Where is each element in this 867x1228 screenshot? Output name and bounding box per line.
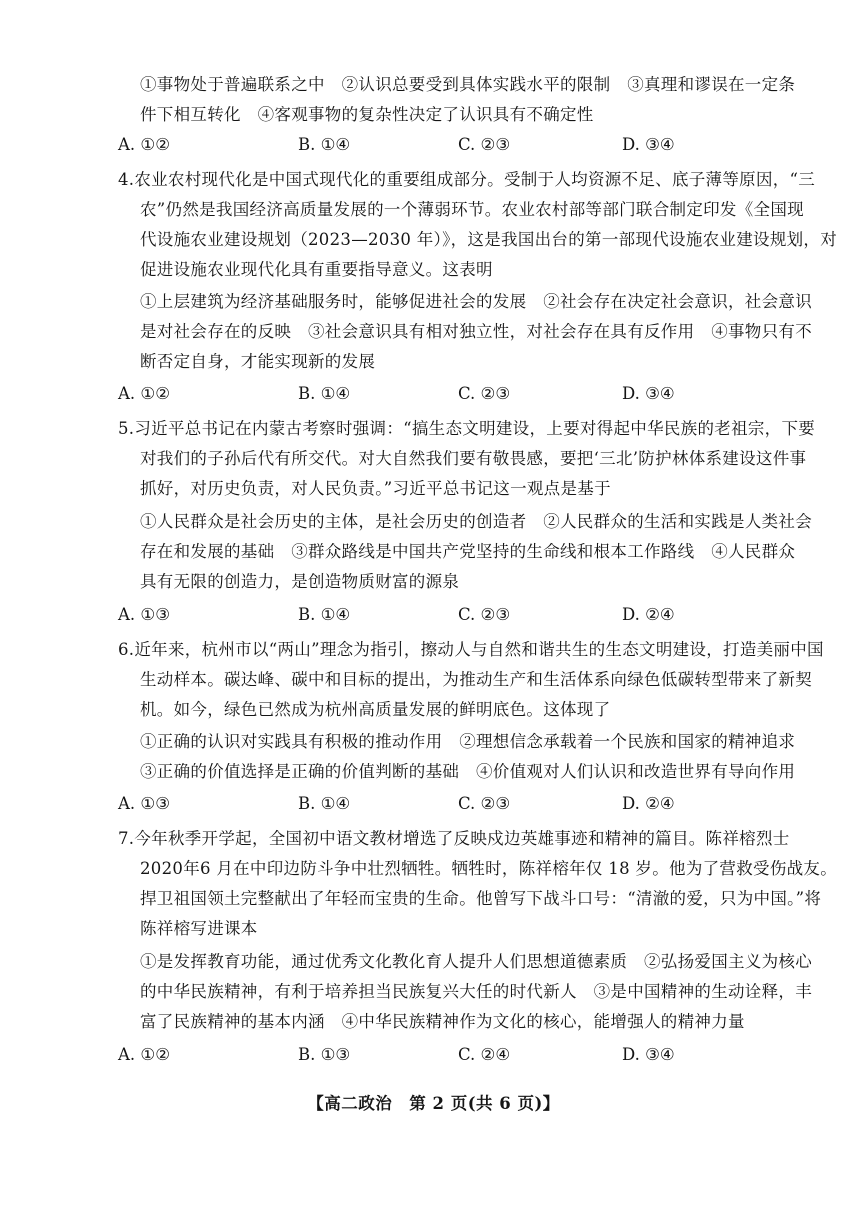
q7-stem-line-1: 7.今年秋季开学起，全国初中语文教材增选了反映戍边英雄事迹和精神的篇目。陈祥榕烈士: [118, 829, 790, 848]
q7-choice-d: D. ③④: [622, 1045, 675, 1064]
q7-choice-a: A. ①②: [118, 1045, 170, 1064]
q6-stem-line-3: 机。如今，绿色已然成为杭州高质量发展的鲜明底色。这体现了: [140, 700, 611, 719]
q7-choice-b: B. ①③: [298, 1045, 351, 1064]
q3-choice-c: C. ②③: [458, 135, 511, 154]
q4-stem-line-2: 农”仍然是我国经济高质量发展的一个薄弱环节。农业农村部等部门联合制定印发《全国现: [140, 200, 804, 219]
q3-choice-a: A. ①②: [118, 135, 170, 154]
q4-options-line-2: 是对社会存在的反映 ③社会意识具有相对独立性，对社会存在具有反作用 ④事物只有不: [140, 322, 812, 341]
q5-options-line-1: ①人民群众是社会历史的主体，是社会历史的创造者 ②人民群众的生活和实践是人类社会: [140, 512, 812, 531]
q6-options-line-2: ③正确的价值选择是正确的价值判断的基础 ④价值观对人们认识和改造世界有导向作用: [140, 762, 796, 781]
q3-choice-d: D. ③④: [622, 135, 675, 154]
q6-stem-line-2: 生动样本。碳达峰、碳中和目标的提出，为推动生产和生活体系向绿色低碳转型带来了新契: [140, 670, 812, 689]
q3-options-line-1: ①事物处于普遍联系之中 ②认识总要受到具体实践水平的限制 ③真理和谬误在一定条: [140, 75, 796, 94]
q4-choice-b: B. ①④: [298, 384, 351, 403]
q7-choice-c: C. ②④: [458, 1045, 511, 1064]
page-footer: 【高二政治 第 2 页(共 6 页)】: [307, 1094, 560, 1113]
q7-options-line-2: 的中华民族精神，有利于培养担当民族复兴大任的时代新人 ③是中国精神的生动诠释，丰: [140, 982, 812, 1001]
q4-options-line-3: 断否定自身，才能实现新的发展: [140, 352, 376, 371]
q5-stem-line-2: 对我们的子孙后代有所交代。对大自然我们要有敬畏感，要把‘三北’防护林体系建设这件事: [140, 449, 807, 468]
q6-choice-d: D. ②④: [622, 794, 675, 813]
q3-choice-b: B. ①④: [298, 135, 351, 154]
q3-options-line-2: 件下相互转化 ④客观事物的复杂性决定了认识具有不确定性: [140, 105, 594, 124]
q5-choice-c: C. ②③: [458, 605, 511, 624]
q5-options-line-3: 具有无限的创造力，是创造物质财富的源泉: [140, 572, 460, 591]
q5-stem-line-1: 5.习近平总书记在内蒙古考察时强调：“搞生态文明建设，上要对得起中华民族的老祖宗，下要: [118, 419, 816, 438]
q4-options-line-1: ①上层建筑为经济基础服务时，能够促进社会的发展 ②社会存在决定社会意识，社会意识: [140, 292, 812, 311]
q6-choice-a: A. ①③: [118, 794, 170, 813]
q4-stem-line-3: 代设施农业建设规划（2023—2030 年）》，这是我国出台的第一部现代设施农业建设规划，对: [140, 230, 838, 249]
q7-options-line-3: 富了民族精神的基本内涵 ④中华民族精神作为文化的核心，能增强人的精神力量: [140, 1012, 745, 1031]
q6-options-line-1: ①正确的认识对实践具有积极的推动作用 ②理想信念承载着一个民族和国家的精神追求: [140, 732, 796, 751]
q7-options-line-1: ①是发挥教育功能，通过优秀文化教化育人提升人们思想道德素质 ②弘扬爱国主义为核心: [140, 952, 812, 971]
q4-stem-line-4: 促进设施农业现代化具有重要指导意义。这表明: [140, 260, 493, 279]
q7-stem-line-3: 捍卫祖国领土完整献出了年轻而宝贵的生命。他曾写下战斗口号：“清澈的爱，只为中国。”将: [140, 889, 822, 908]
q5-choice-a: A. ①③: [118, 605, 170, 624]
q6-choice-b: B. ①④: [298, 794, 351, 813]
q7-stem-line-2: 2020年6 月在中印边防斗争中壮烈牺牲。牺牲时，陈祥榕年仅 18 岁。他为了营救受伤战友。: [140, 859, 838, 878]
q5-choice-b: B. ①④: [298, 605, 351, 624]
q4-choice-a: A. ①②: [118, 384, 170, 403]
q4-stem-line-1: 4.农业农村现代化是中国式现代化的重要组成部分。受制于人均资源不足、底子薄等原因，“三: [118, 170, 816, 189]
q5-options-line-2: 存在和发展的基础 ③群众路线是中国共产党坚持的生命线和根本工作路线 ④人民群众: [140, 542, 796, 561]
q5-choice-d: D. ②④: [622, 605, 675, 624]
q4-choice-c: C. ②③: [458, 384, 511, 403]
q5-stem-line-3: 抓好，对历史负责，对人民负责。”习近平总书记这一观点是基于: [140, 479, 611, 498]
q6-stem-line-1: 6.近年来，杭州市以“两山”理念为指引，擦动人与自然和谐共生的生态文明建设，打造美丽中国: [118, 640, 824, 659]
q4-choice-d: D. ③④: [622, 384, 675, 403]
q6-choice-c: C. ②③: [458, 794, 511, 813]
q7-stem-line-4: 陈祥榕写进课本: [140, 919, 258, 938]
